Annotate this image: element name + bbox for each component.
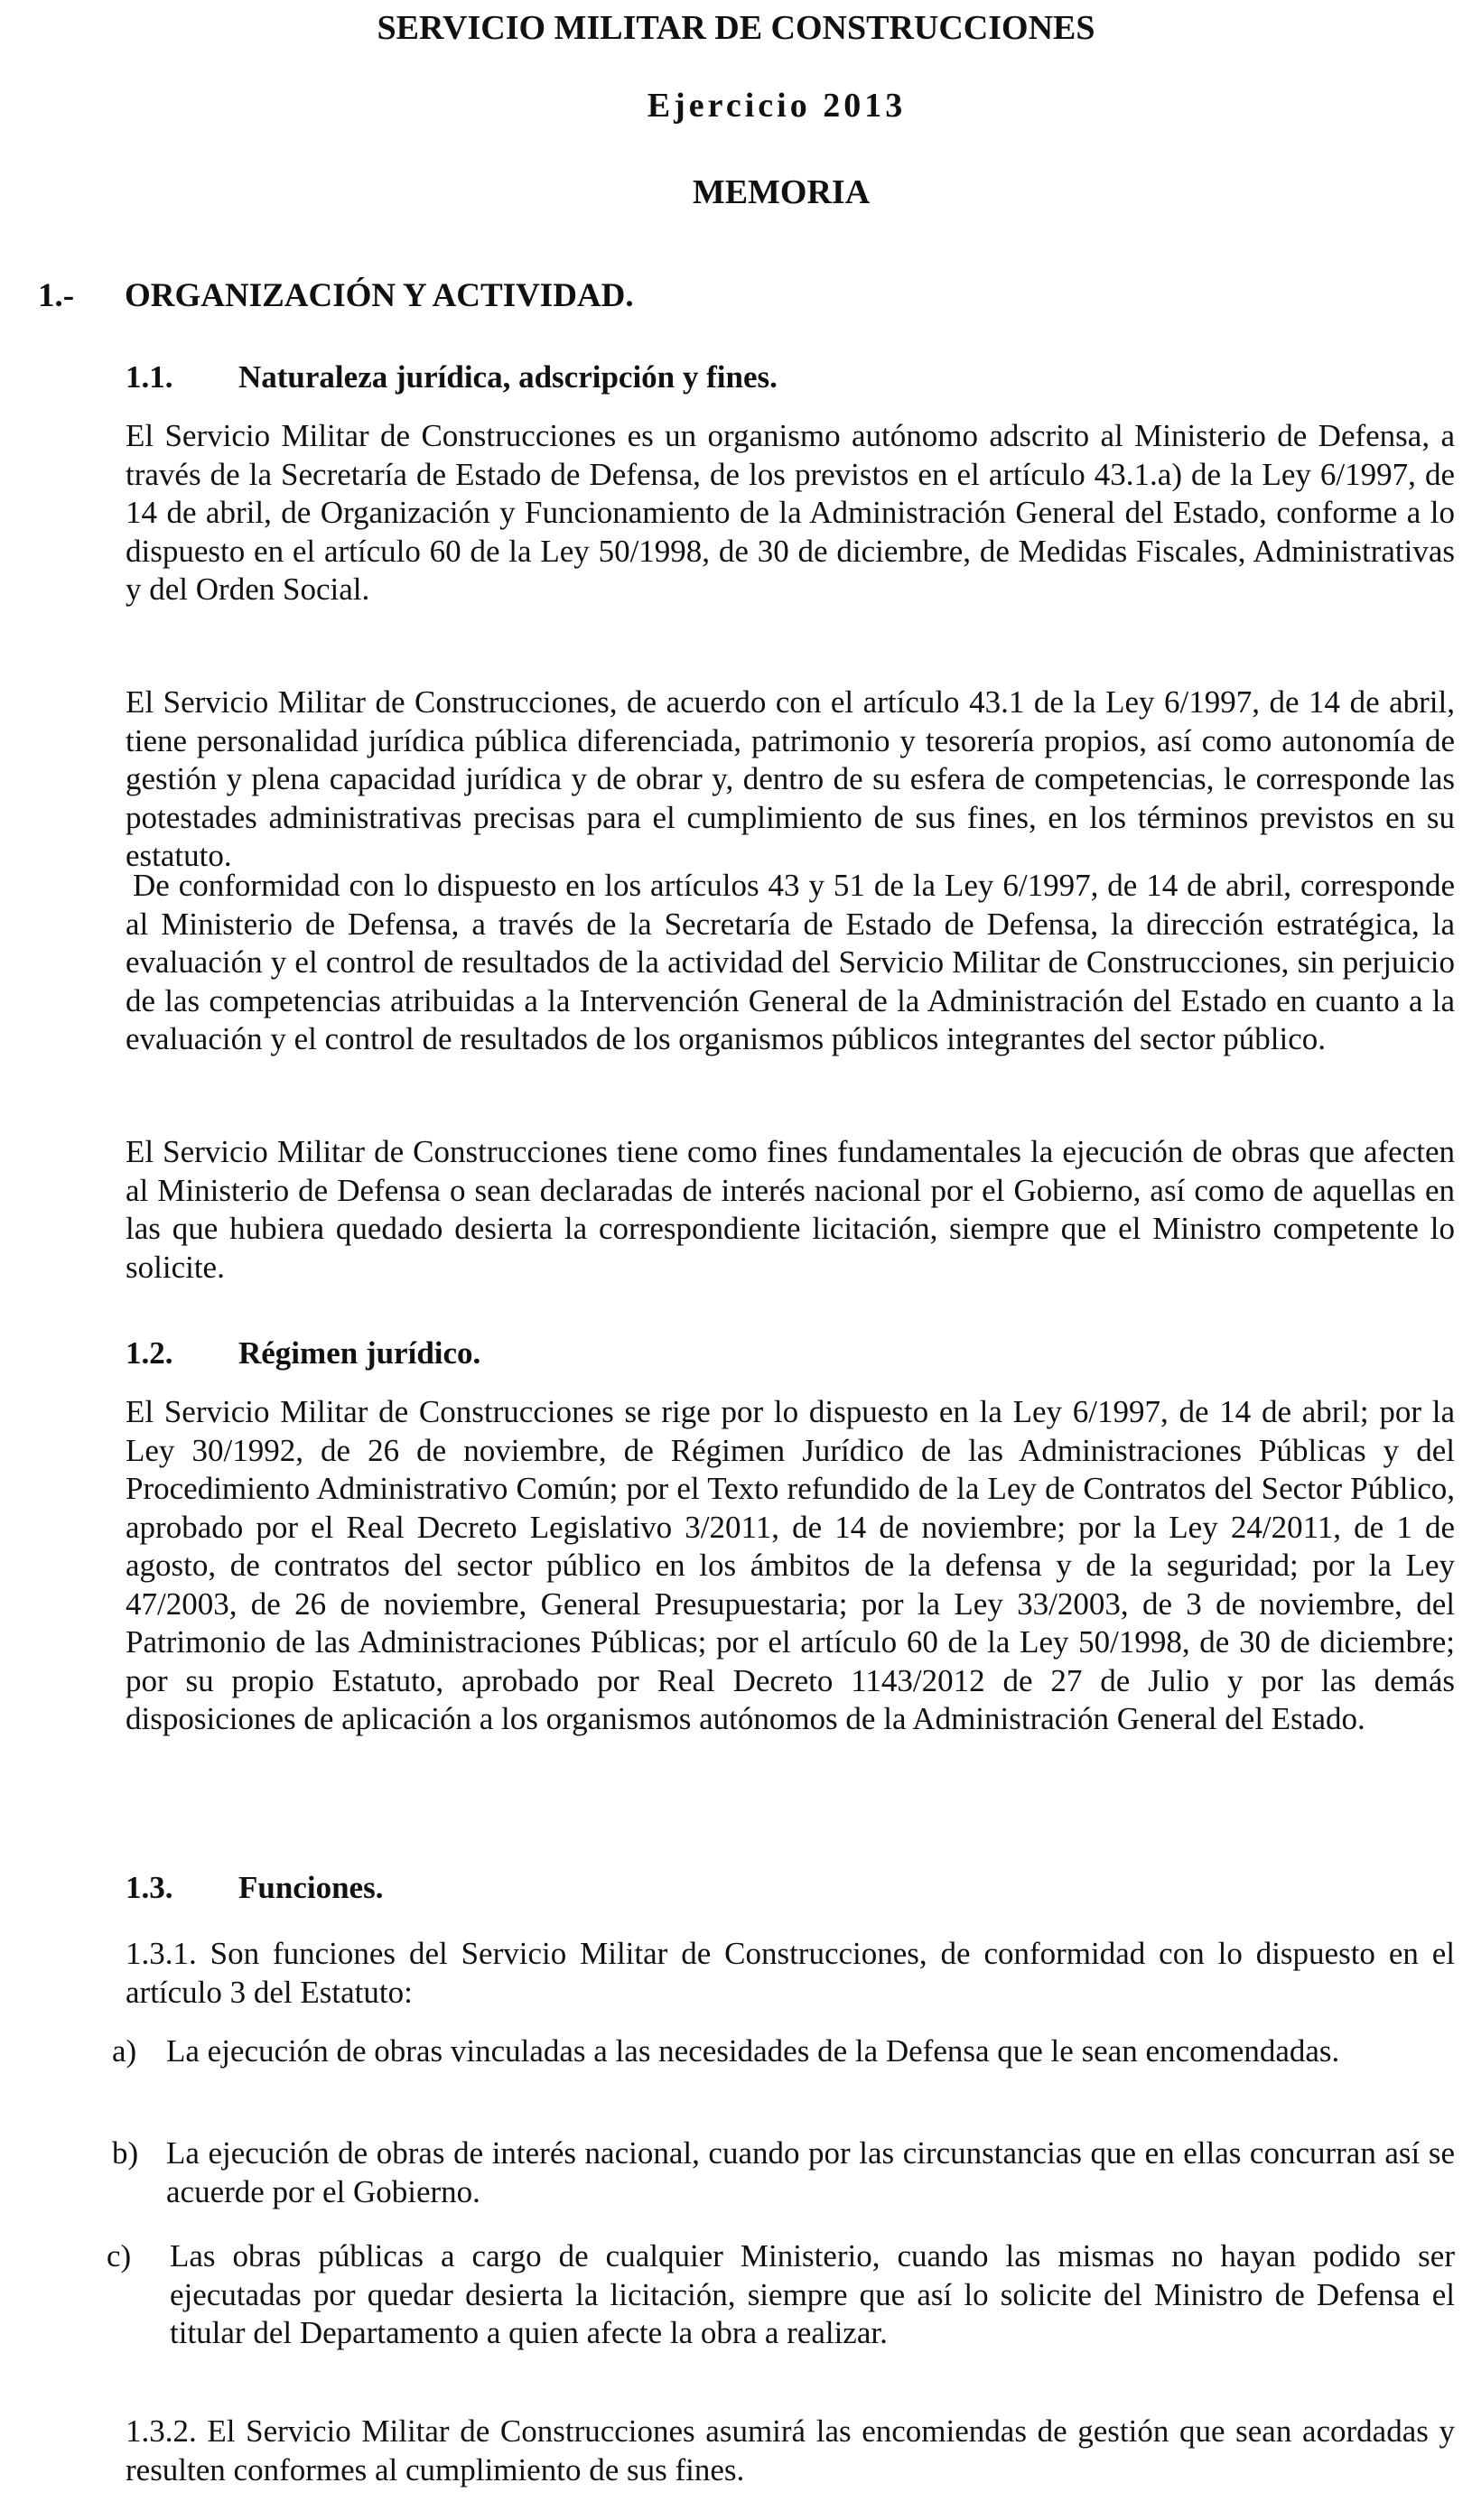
list-item-text: Las obras públicas a cargo de cualquier Ministerio, cuando las mismas no hayan podido ser ejecutadas por quedar desierta la licitación, siempre que así lo solicite del Ministro de Defensa el titular del Departamento a quien afecte la obra a realizar.: [170, 2238, 1455, 2350]
functions-closing: 1.3.2. El Servicio Militar de Construcciones asumirá las encomiendas de gestión que sean acordadas y resulten conformes al cumplimiento de sus fines.: [126, 2413, 1455, 2487]
subsection-title: Régimen jurídico.: [238, 1335, 481, 1371]
list-item: [112, 2134, 1455, 2211]
section-heading-1: [38, 277, 634, 316]
subsection-heading-1-3: [126, 1869, 383, 1908]
list-item-text: La ejecución de obras de interés nacional, cuando por las circunstancias que en ellas concurran así se acuerde por el Gobierno.: [166, 2135, 1455, 2209]
section-number: 1.-: [38, 277, 75, 314]
functions-intro: 1.3.1. Son funciones del Servicio Militar de Construcciones, de conformidad con lo dispuesto en el artículo 3 del Estatuto:: [126, 1936, 1455, 2010]
paragraph: El Servicio Militar de Construcciones tiene como fines fundamentales la ejecución de obras que afecten al Ministerio de Defensa o sean declaradas de interés nacional por el Gobierno, así como de aquellas en las que hubiera quedado desierta la correspondiente licitación, siempre que el Ministro competente lo solicite.: [126, 1134, 1455, 1285]
subsection-heading-1-2: [126, 1334, 480, 1373]
list-item: [112, 2032, 1455, 2071]
subsection-heading-1-1: [126, 358, 778, 397]
paragraph: El Servicio Militar de Construcciones se rige por lo dispuesto en la Ley 6/1997, de 14 de abril; por la Ley 30/1992, de 26 de noviembre, de Régimen Jurídico de las Administraciones Públicas y del Procedimiento Administrativo Común; por el Texto refundido de la Ley de Contratos del Sector Público, aprobado por el Real Decreto Legislativo 3/2011, de 14 de noviembre; por la Ley 24/2011, de 1 de agosto, de contratos del sector público en los ámbitos de la defensa y de la seguridad; por la Ley 47/2003, de 26 de noviembre, General Presupuestaria; por la Ley 33/2003, de 3 de noviembre, del Patrimonio de las Administraciones Públicas; por el artículo 60 de la Ley 50/1998, de 30 de diciembre; por su propio Estatuto, aprobado por Real Decreto 1143/2012 de 27 de Julio y por las demás disposiciones de aplicación a los organismos autónomos de la Administración General del Estado.: [126, 1394, 1455, 1736]
subsection-number: 1.2.: [126, 1335, 173, 1371]
document-title: SERVICIO MILITAR DE CONSTRUCCIONES: [377, 9, 1095, 47]
list-item: [107, 2237, 1455, 2353]
subsection-number: 1.3.: [126, 1870, 173, 1905]
subsection-title: Naturaleza jurídica, adscripción y fines.: [238, 359, 778, 395]
document-year: Ejercicio 2013: [647, 87, 907, 125]
subsection-number: 1.1.: [126, 359, 173, 395]
paragraph: El Servicio Militar de Construcciones es un organismo autónomo adscrito al Ministerio de Defensa, a través de la Secretaría de Estado de Defensa, de los previstos en el artículo 43.1.a) de la Ley 6/1997, de 14 de abril, de Organización y Funcionamiento de la Administración General del Estado, conforme a lo dispuesto en el artículo 60 de la Ley 50/1998, de 30 de diciembre, de Medidas Fiscales, Administrativas y del Orden Social.: [126, 418, 1455, 607]
section-title: ORGANIZACIÓN Y ACTIVIDAD.: [125, 277, 634, 314]
document-type: MEMORIA: [692, 173, 871, 211]
list-item-label: c): [107, 2238, 132, 2274]
list-item-label: b): [112, 2135, 139, 2171]
paragraph: De conformidad con lo dispuesto en los artículos 43 y 51 de la Ley 6/1997, de 14 de abril, corresponde al Ministerio de Defensa, a través de la Secretaría de Estado de Defensa, la dirección estratégica, la evaluación y el control de resultados de la actividad del Servicio Militar de Construcciones, sin perjuicio de las competencias atribuidas a la Intervención General de la Administración del Estado en cuanto a la evaluación y el control de resultados de los organismos públicos integrantes del sector público.: [126, 868, 1455, 1056]
subsection-title: Funciones.: [238, 1870, 384, 1905]
list-item-label: a): [112, 2033, 137, 2069]
paragraph: El Servicio Militar de Construcciones, de acuerdo con el artículo 43.1 de la Ley 6/1997, de 14 de abril, tiene personalidad jurídica pública diferenciada, patrimonio y tesorería propios, así como autonomía de gestión y plena capacidad jurídica y de obrar y, dentro de su esfera de competencias, le corresponde las potestades administrativas precisas para el cumplimiento de sus fines, en los términos previstos en su estatuto.: [126, 684, 1455, 873]
list-item-text: La ejecución de obras vinculadas a las necesidades de la Defensa que le sean encomendadas.: [166, 2033, 1340, 2069]
